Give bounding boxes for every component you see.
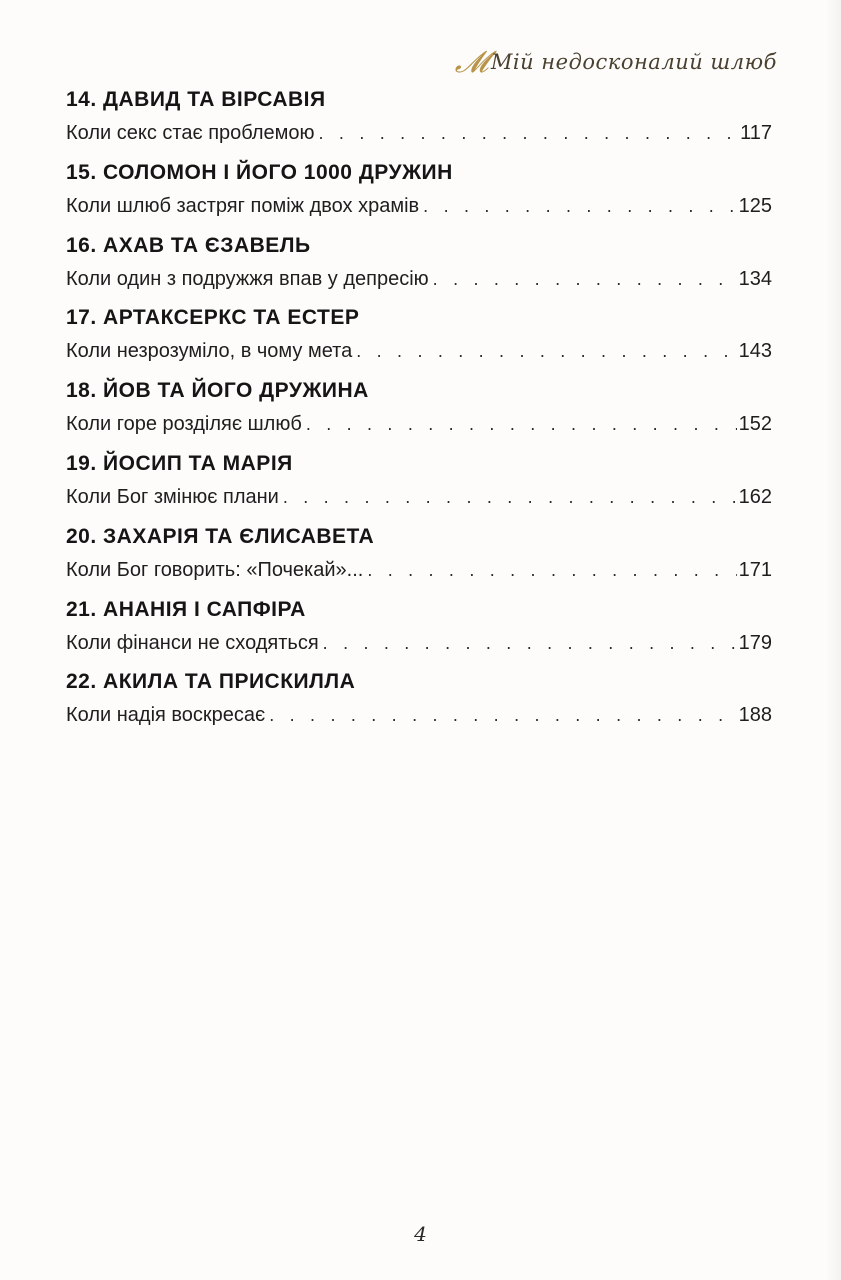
entry-page-number: 171 <box>738 558 772 581</box>
dot-leader <box>323 626 737 660</box>
entry-text: Коли Бог говорить: «Почекай»... <box>66 558 364 581</box>
table-of-contents <box>66 82 772 737</box>
dot-leader <box>269 698 736 732</box>
toc-chapter <box>66 446 772 519</box>
toc-entry[interactable] <box>66 553 772 587</box>
toc-entry[interactable] <box>66 189 772 223</box>
toc-chapter <box>66 373 772 446</box>
chapter-title: 15. СОЛОМОН І ЙОГО 1000 ДРУЖИН <box>66 160 453 184</box>
toc-chapter <box>66 82 772 155</box>
entry-text: Коли шлюб застряг поміж двох храмів <box>66 194 420 217</box>
toc-entry[interactable] <box>66 334 772 368</box>
running-header-title: Мій недосконалий шлюб <box>490 50 777 74</box>
entry-text: Коли незрозуміло, в чому мета <box>66 340 353 363</box>
entry-text: Коли один з подружжя впав у депресію <box>66 267 429 290</box>
entry-page-number: 125 <box>738 194 772 217</box>
chapter-title: 16. АХАВ ТА ЄЗАВЕЛЬ <box>66 233 311 257</box>
toc-entry[interactable] <box>66 407 772 441</box>
entry-text: Коли фінанси не сходяться <box>66 631 319 654</box>
toc-entry[interactable] <box>66 480 772 514</box>
chapter-title: 18. ЙОВ ТА ЙОГО ДРУЖИНА <box>66 379 369 403</box>
page-edge-shadow <box>825 0 841 1280</box>
toc-entry[interactable] <box>66 698 772 732</box>
entry-page-number: 188 <box>738 704 772 727</box>
entry-page-number: 143 <box>738 340 772 363</box>
flourish-ornament-icon: 𝓜 <box>454 45 489 80</box>
chapter-title: 17. АРТАКСЕРКС ТА ЕСТЕР <box>66 306 360 330</box>
dot-leader <box>433 262 737 296</box>
dot-leader <box>306 407 737 441</box>
toc-chapter <box>66 592 772 665</box>
page-number: 4 <box>414 1222 427 1246</box>
dot-leader <box>423 189 736 223</box>
chapter-title: 20. ЗАХАРІЯ ТА ЄЛИСАВЕТА <box>66 524 375 548</box>
entry-page-number: 134 <box>738 267 772 290</box>
toc-chapter <box>66 519 772 592</box>
entry-text: Коли надія воскресає <box>66 704 266 727</box>
chapter-title: 14. ДАВИД ТА ВІРСАВІЯ <box>66 88 326 111</box>
toc-chapter <box>66 300 772 373</box>
entry-page-number: 152 <box>738 413 772 436</box>
chapter-title: 22. АКИЛА ТА ПРИСКИЛЛА <box>66 670 356 694</box>
toc-chapter <box>66 155 772 228</box>
running-header <box>454 45 777 80</box>
chapter-title: 19. ЙОСИП ТА МАРІЯ <box>66 451 293 475</box>
dot-leader <box>283 480 737 514</box>
dot-leader <box>319 116 739 150</box>
toc-chapter <box>66 664 772 737</box>
dot-leader <box>367 553 736 587</box>
toc-entry[interactable] <box>66 116 772 150</box>
entry-text: Коли Бог змінює плани <box>66 485 279 508</box>
toc-chapter <box>66 228 772 301</box>
toc-entry[interactable] <box>66 262 772 296</box>
entry-text: Коли секс стає проблемою <box>66 122 315 144</box>
toc-entry[interactable] <box>66 626 772 660</box>
entry-page-number: 179 <box>738 631 772 654</box>
entry-page-number: 162 <box>738 485 772 508</box>
dot-leader <box>356 334 736 368</box>
entry-text: Коли горе розділяє шлюб <box>66 413 302 436</box>
entry-page-number: 117 <box>740 122 772 144</box>
chapter-title: 21. АНАНІЯ І САПФІРА <box>66 597 306 621</box>
